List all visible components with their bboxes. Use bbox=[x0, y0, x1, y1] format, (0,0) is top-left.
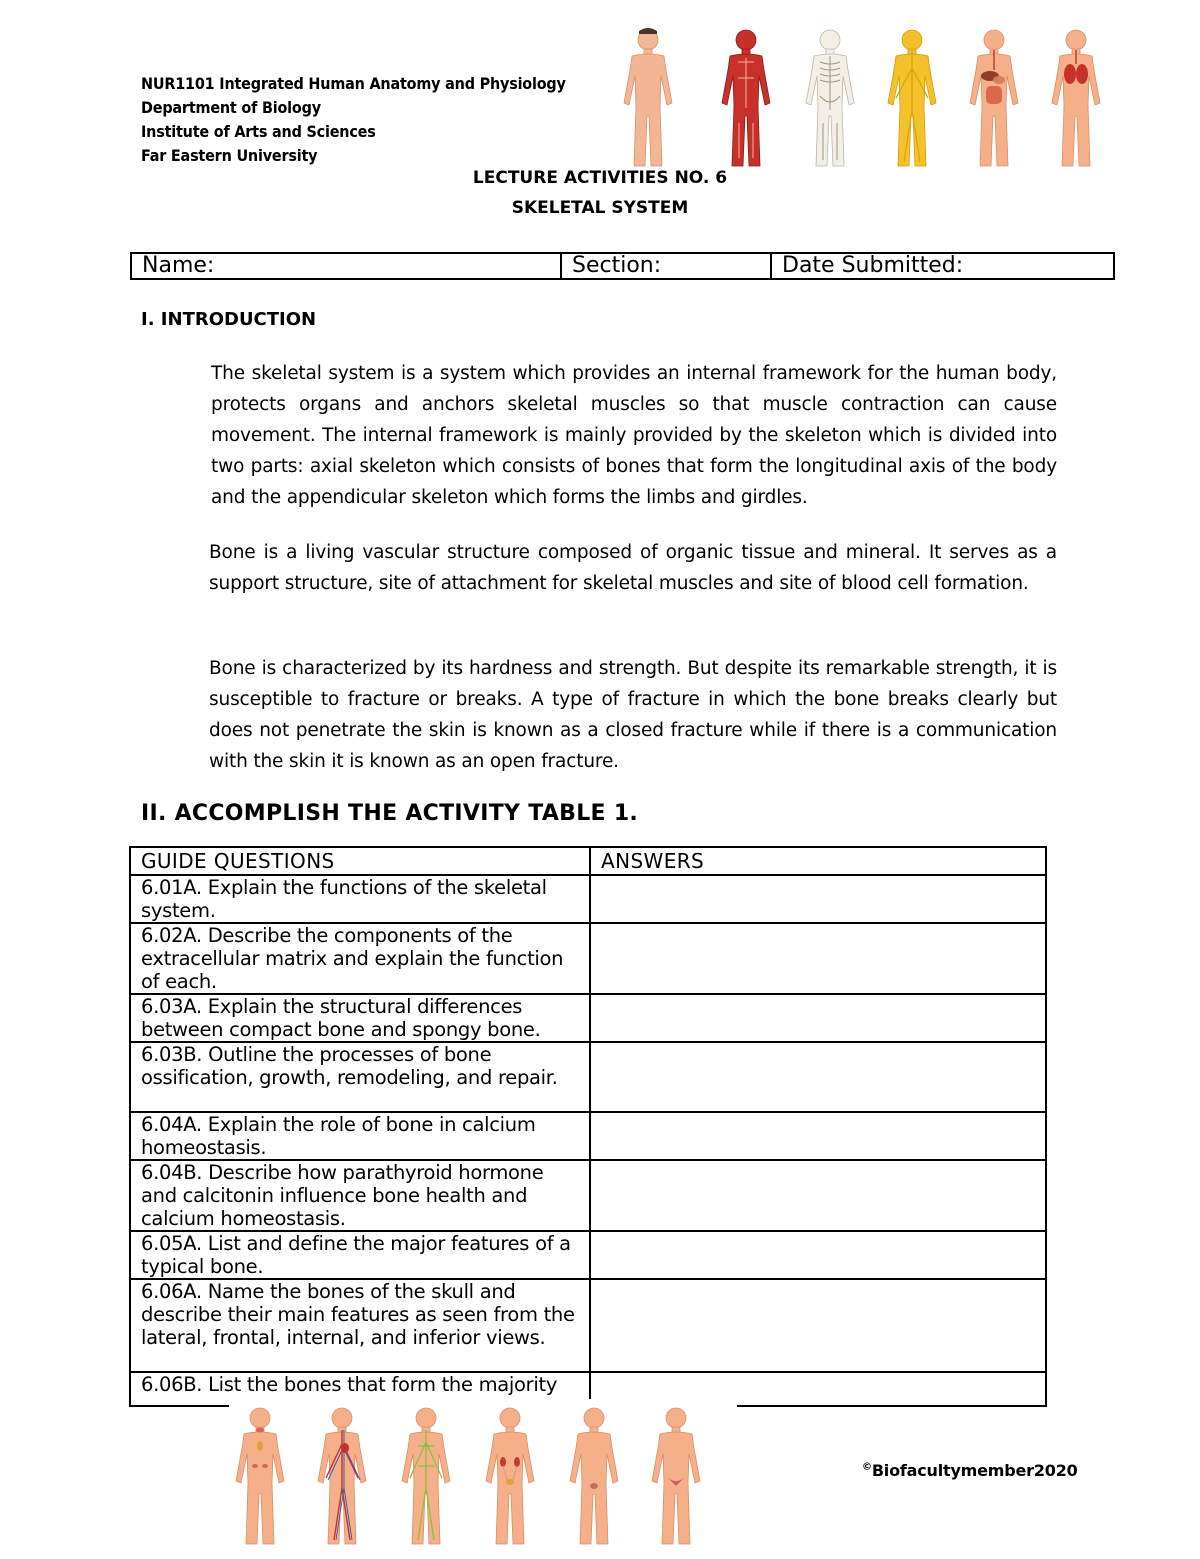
question-cell: 6.04B. Describe how parathyroid hormone and calcitonin influence bone health and calcium homeostasis. bbox=[130, 1160, 590, 1231]
question-cell: 6.05A. List and define the major features of a typical bone. bbox=[130, 1231, 590, 1279]
table-right-border bbox=[1045, 1399, 1047, 1407]
question-cell: 6.02A. Describe the components of the extracellular matrix and explain the function of each. bbox=[130, 923, 590, 994]
table-left-border bbox=[129, 1399, 131, 1407]
table-row bbox=[130, 1231, 1046, 1279]
question-cell: 6.06A. Name the bones of the skull and describe their main features as seen from the lateral, frontal, internal, and inferior views. bbox=[130, 1279, 590, 1372]
table-row bbox=[130, 994, 1046, 1042]
question-cell: 6.03B. Outline the processes of bone ossification, growth, remodeling, and repair. bbox=[130, 1042, 590, 1112]
answer-cell[interactable] bbox=[590, 1279, 1046, 1372]
copyright-text: Biofacultymember2020 bbox=[871, 1461, 1078, 1480]
answer-cell[interactable] bbox=[590, 875, 1046, 923]
table-row bbox=[130, 1042, 1046, 1112]
intro-paragraph-2: Bone is a living vascular structure composed of organic tissue and mineral. It serves as a support structure, site of attachment for skeletal muscles and site of blood cell formation. bbox=[209, 542, 1057, 594]
answer-cell[interactable] bbox=[590, 1160, 1046, 1231]
body-systems-illustration-top bbox=[615, 26, 1105, 168]
body-systems-illustration-bottom bbox=[222, 1404, 722, 1546]
introduction-heading: I. INTRODUCTION bbox=[141, 309, 317, 330]
question-cell: 6.06B. List the bones that form the majority bbox=[130, 1372, 590, 1442]
question-cell: 6.01A. Explain the functions of the skeletal system. bbox=[130, 875, 590, 923]
copyright-notice bbox=[862, 1461, 1078, 1480]
table-bottom-border bbox=[129, 1405, 229, 1407]
question-cell: 6.03A. Explain the structural differences between compact bone and spongy bone. bbox=[130, 994, 590, 1042]
institute: Institute of Arts and Sciences bbox=[141, 122, 376, 141]
table-row bbox=[130, 923, 1046, 994]
intro-paragraph-1: The skeletal system is a system which provides an internal framework for the human body, protects organs and anchors skeletal muscles so that muscle contraction can cause movement. The internal framework is mainly provided by the skeleton which is divided into two parts: axial skeleton which consists of bones that form the longitudinal axis of the body and the appendicular skeleton which forms the limbs and girdles. bbox=[211, 363, 1057, 508]
name-field[interactable]: Name: bbox=[132, 254, 562, 278]
activity-table bbox=[129, 846, 1047, 1443]
guide-questions-header: GUIDE QUESTIONS bbox=[130, 847, 590, 875]
course-title: NUR1101 Integrated Human Anatomy and Physiology bbox=[141, 74, 566, 93]
table-header-row bbox=[130, 847, 1046, 875]
date-submitted-field[interactable]: Date Submitted: bbox=[782, 253, 964, 278]
activity-heading: II. ACCOMPLISH THE ACTIVITY TABLE 1. bbox=[141, 801, 639, 826]
table-row bbox=[130, 875, 1046, 923]
copyright-symbol: © bbox=[862, 1461, 872, 1473]
university: Far Eastern University bbox=[141, 146, 318, 165]
activity-title: LECTURE ACTIVITIES NO. 6 bbox=[472, 168, 728, 188]
table-row bbox=[130, 1160, 1046, 1231]
answer-cell[interactable] bbox=[590, 994, 1046, 1042]
student-info-bar bbox=[130, 252, 1115, 280]
intro-paragraph-3: Bone is characterized by its hardness and strength. But despite its remarkable strength, it is susceptible to fracture or breaks. A type of fracture in which the bone breaks clearly but does not penetrate the skin is known as a closed fracture while if there is a communication with the skin it is known as an open fracture. bbox=[209, 658, 1057, 772]
table-row bbox=[130, 1112, 1046, 1160]
course-header bbox=[141, 72, 566, 168]
answer-cell[interactable] bbox=[590, 1231, 1046, 1279]
answers-header: ANSWERS bbox=[590, 847, 1046, 875]
table-bottom-border bbox=[737, 1405, 1047, 1407]
activity-subtitle: SKELETAL SYSTEM bbox=[511, 198, 689, 218]
answer-cell[interactable] bbox=[590, 1042, 1046, 1112]
answer-cell[interactable] bbox=[590, 1112, 1046, 1160]
answer-cell[interactable] bbox=[590, 923, 1046, 994]
table-row bbox=[130, 1279, 1046, 1372]
section-field[interactable]: Section: bbox=[562, 254, 772, 278]
department: Department of Biology bbox=[141, 98, 321, 117]
question-cell: 6.04A. Explain the role of bone in calcium homeostasis. bbox=[130, 1112, 590, 1160]
